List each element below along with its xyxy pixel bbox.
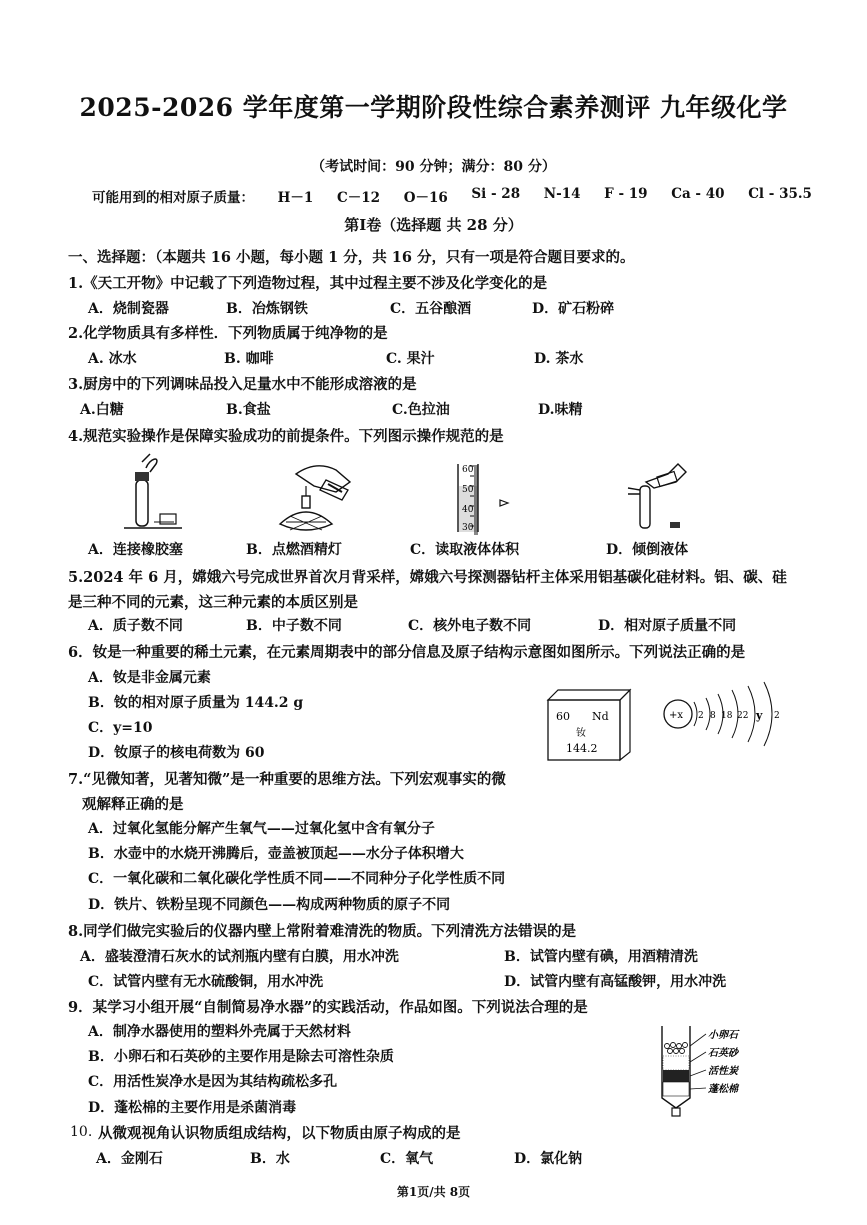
- q3-option-a: A.白糖: [80, 402, 124, 418]
- q5-stem-line1: 5.2024 年 6 月，嫦娥六号完成世界首次月背采样，嫦娥六号探测器钻杆主体采用铝基碳化硅材料。铝、碳、硅: [68, 569, 787, 586]
- volume-heading: 第Ⅰ卷（选择题 共 28 分）: [344, 216, 523, 234]
- q9-option-c: C．用活性炭净水是因为其结构疏松多孔: [88, 1074, 338, 1090]
- q8-option-c: C．试管内壁有无水硫酸铜，用水冲洗: [88, 974, 324, 990]
- q3-option-c: C.色拉油: [392, 402, 450, 418]
- q10-option-b: B．水: [250, 1151, 290, 1167]
- q2-option-a: A. 冰水: [88, 351, 137, 367]
- q6-stem: 6．钕是一种重要的稀土元素，在元素周期表中的部分信息及原子结构示意图如图所示。下列说法正确的是: [68, 644, 746, 661]
- q10-stem: 从微观视角认识物质组成结构，以下物质由原子构成的是: [98, 1125, 461, 1142]
- figure-graduated-cylinder: [448, 462, 520, 536]
- shell-6-electrons: 2: [774, 711, 780, 721]
- q3-option-d: D.味精: [538, 402, 583, 418]
- q5-option-d: D．相对原子质量不同: [598, 618, 737, 634]
- tick-label-30: 30: [462, 523, 474, 533]
- q3-option-b: B.食盐: [226, 402, 271, 418]
- q3-stem: 3.厨房中的下列调味品投入足量水中不能形成溶液的是: [68, 376, 417, 393]
- q9-option-d: D．蓬松棉的主要作用是杀菌消毒: [88, 1100, 297, 1116]
- q5-option-a: A．质子数不同: [88, 618, 183, 634]
- q4-option-d: D．倾倒液体: [606, 542, 689, 558]
- mass-cl: Cl - 35.5: [748, 186, 812, 202]
- q5-stem-line2: 是三种不同的元素，这三种元素的本质区别是: [68, 594, 358, 611]
- element-mass: 144.2: [566, 742, 598, 755]
- layer-label-pebble: 小卵石: [708, 1030, 738, 1041]
- q6-option-d: D．钕原子的核电荷数为 60: [88, 745, 265, 761]
- layer-label-sand: 石英砂: [708, 1048, 738, 1059]
- q5-option-b: B．中子数不同: [246, 618, 342, 634]
- shell-2-electrons: 8: [710, 711, 716, 721]
- mass-o: O－16: [403, 190, 448, 206]
- water-purifier-diagram: [652, 1022, 762, 1118]
- mass-h: H－1: [277, 190, 314, 206]
- q9-option-b: B．小卵石和石英砂的主要作用是除去可溶性杂质: [88, 1049, 394, 1065]
- figure-alcohol-lamp: [266, 460, 362, 538]
- q9-option-a: A．制净水器使用的塑料外壳属于天然材料: [88, 1024, 351, 1040]
- tick-label-40: 40: [462, 505, 474, 515]
- shell-4-electrons: 22: [737, 711, 749, 721]
- q6-option-b: B．钕的相对原子质量为 144.2 g: [88, 695, 304, 711]
- q9-stem: 9．某学习小组开展“自制简易净水器”的实践活动，作品如图。下列说法合理的是: [68, 999, 588, 1016]
- q5-option-c: C．核外电子数不同: [408, 618, 532, 634]
- section-heading: 一、选择题：（本题共 16 小题，每小题 1 分，共 16 分，只有一项是符合题目要求的。: [68, 249, 635, 266]
- pebble-layer: [665, 1043, 688, 1054]
- sand-layer: [663, 1056, 689, 1070]
- element-cell-neodymium: [544, 686, 634, 762]
- cotton-layer: [663, 1082, 689, 1096]
- q2-option-c: C. 果汁: [386, 351, 435, 367]
- q7-stem-line2: 观解释正确的是: [82, 796, 184, 813]
- tick-label-50: 50: [462, 485, 474, 495]
- atomic-mass-label: 可能用到的相对原子质量：: [92, 190, 254, 206]
- layer-label-carbon: 活性炭: [708, 1066, 738, 1077]
- q4-stem: 4.规范实验操作是保障实验成功的前提条件。下列图示操作规范的是: [68, 428, 504, 445]
- q1-stem: 1.《天工开物》中记载了下列造物过程，其中过程主要不涉及化学变化的是: [68, 275, 548, 292]
- q7-option-c: C．一氧化碳和二氧化碳化学性质不同——不同种分子化学性质不同: [88, 871, 506, 887]
- mass-si: Si - 28: [471, 186, 521, 202]
- q2-stem: 2.化学物质具有多样性．下列物质属于纯净物的是: [68, 325, 388, 342]
- mass-n: N-14: [543, 186, 581, 202]
- figure-pouring-liquid: [620, 460, 692, 536]
- q2-option-b: B. 咖啡: [224, 351, 274, 367]
- nucleus-label: +x: [669, 710, 684, 721]
- q8-option-a: A．盛装澄清石灰水的试剂瓶内壁有白膜，用水冲洗: [80, 949, 399, 965]
- q10-option-d: D．氯化钠: [514, 1151, 583, 1167]
- element-number: 60: [556, 710, 570, 723]
- q6-option-a: A．钕是非金属元素: [88, 670, 211, 686]
- q4-option-c: C．读取液体体积: [410, 542, 520, 558]
- q8-stem: 8.同学们做完实验后的仪器内壁上常附着难清洗的物质。下列清洗方法错误的是: [68, 923, 577, 940]
- eye-icon: [500, 500, 508, 506]
- shell-5-electrons: y: [756, 709, 763, 722]
- layer-label-cotton: 蓬松棉: [708, 1084, 738, 1095]
- shell-1-electrons: 2: [698, 711, 704, 721]
- q4-option-b: B．点燃酒精灯: [246, 542, 342, 558]
- atom-structure-diagram: [660, 680, 790, 750]
- mass-ca: Ca - 40: [671, 186, 725, 202]
- q2-option-d: D. 茶水: [534, 351, 584, 367]
- q1-option-c: C．五谷酿酒: [390, 301, 472, 317]
- element-name: 钕: [576, 728, 586, 739]
- q4-option-a: A．连接橡胶塞: [88, 542, 183, 558]
- figure-rubber-stopper: [116, 452, 186, 534]
- atomic-mass-line: [92, 186, 812, 206]
- q10-option-a: A．金刚石: [96, 1151, 163, 1167]
- q7-option-a: A．过氧化氢能分解产生氧气——过氧化氢中含有氧分子: [88, 821, 435, 837]
- mass-f: F - 19: [604, 186, 648, 202]
- q10-number: 10.: [70, 1124, 93, 1140]
- tick-label-60: 60: [462, 465, 474, 475]
- page-number: 第1页/共 8页: [396, 1185, 471, 1199]
- element-symbol: Nd: [592, 710, 609, 723]
- q1-option-b: B．冶炼钢铁: [226, 301, 308, 317]
- page-title: 2025-2026 学年度第一学期阶段性综合素养测评 九年级化学: [79, 93, 788, 122]
- q7-stem-line1: 7.“见微知著，见著知微”是一种重要的思维方法。下列宏观事实的微: [68, 771, 506, 788]
- q6-option-c: C．y=10: [88, 720, 153, 736]
- q8-option-d: D．试管内壁有高锰酸钾，用水冲洗: [504, 974, 727, 990]
- exam-info: （考试时间：90 分钟；满分：80 分）: [311, 159, 556, 175]
- q7-option-b: B．水壶中的水烧开沸腾后，壶盖被顶起——水分子体积增大: [88, 846, 464, 862]
- q7-option-d: D．铁片、铁粉呈现不同颜色——构成两种物质的原子不同: [88, 897, 451, 913]
- shell-3-electrons: 18: [721, 711, 733, 721]
- q8-option-b: B．试管内壁有碘，用酒精清洗: [504, 949, 698, 965]
- q10-option-c: C．氧气: [380, 1151, 434, 1167]
- q1-option-a: A．烧制瓷器: [88, 301, 169, 317]
- carbon-layer: [663, 1070, 689, 1082]
- mass-c: C－12: [337, 190, 381, 206]
- q1-option-d: D．矿石粉碎: [532, 301, 615, 317]
